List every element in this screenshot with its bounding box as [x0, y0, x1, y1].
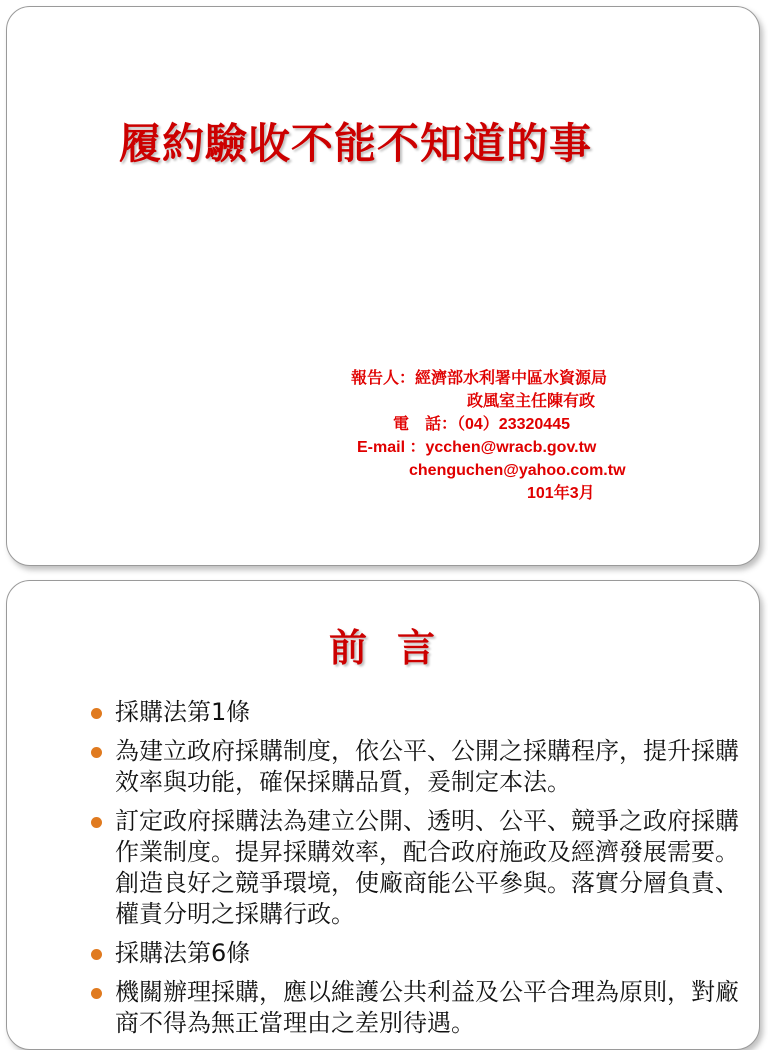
bullet-list	[85, 697, 745, 1047]
slide-title: 履約驗收不能不知道的事	[119, 119, 593, 168]
date-line: 101年3月	[527, 485, 595, 502]
intro-slide	[6, 580, 760, 1050]
list-item-text: 為建立政府採購制度，依公平、公開之採購程序，提升採購效率與功能，確保採購品質，爰制定本法。	[115, 737, 739, 796]
bullet-icon	[91, 747, 102, 758]
list-item-text: 訂定政府採購法為建立公開、透明、公平、競爭之政府採購作業制度。提昇採購效率，配合政府施政及經濟發展需要。創造良好之競爭環境，使廠商能公平參與。落實分層負責、權責分明之採購行政。	[115, 807, 739, 928]
list-item	[85, 977, 745, 1039]
list-item	[85, 736, 745, 798]
bullet-icon	[91, 988, 102, 999]
list-item-text: 採購法第6條	[115, 939, 251, 967]
phone-line: 電 話：（04）23320445	[393, 416, 570, 433]
list-item	[85, 806, 745, 930]
list-item-text: 採購法第1條	[115, 698, 251, 726]
title-slide	[6, 6, 760, 566]
reporter-line: 報告人：經濟部水利署中區水資源局	[351, 370, 608, 387]
list-item-text: 機關辦理採購，應以維護公共利益及公平合理為原則，對廠商不得為無正當理由之差別待遇。	[115, 978, 739, 1037]
list-item	[85, 938, 745, 969]
bullet-icon	[91, 949, 102, 960]
reporter-line: 政風室主任陳有政	[467, 393, 596, 410]
slide-title	[7, 617, 759, 672]
list-item	[85, 697, 745, 728]
title-char: 前	[328, 626, 369, 670]
bullet-icon	[91, 708, 102, 719]
reporter-info	[351, 367, 681, 505]
title-char: 言	[397, 626, 438, 670]
email-line: chenguchen@yahoo.com.tw	[409, 462, 626, 479]
bullet-icon	[91, 817, 102, 828]
email-line: E-mail ：ycchen@wracb.gov.tw	[357, 439, 597, 456]
